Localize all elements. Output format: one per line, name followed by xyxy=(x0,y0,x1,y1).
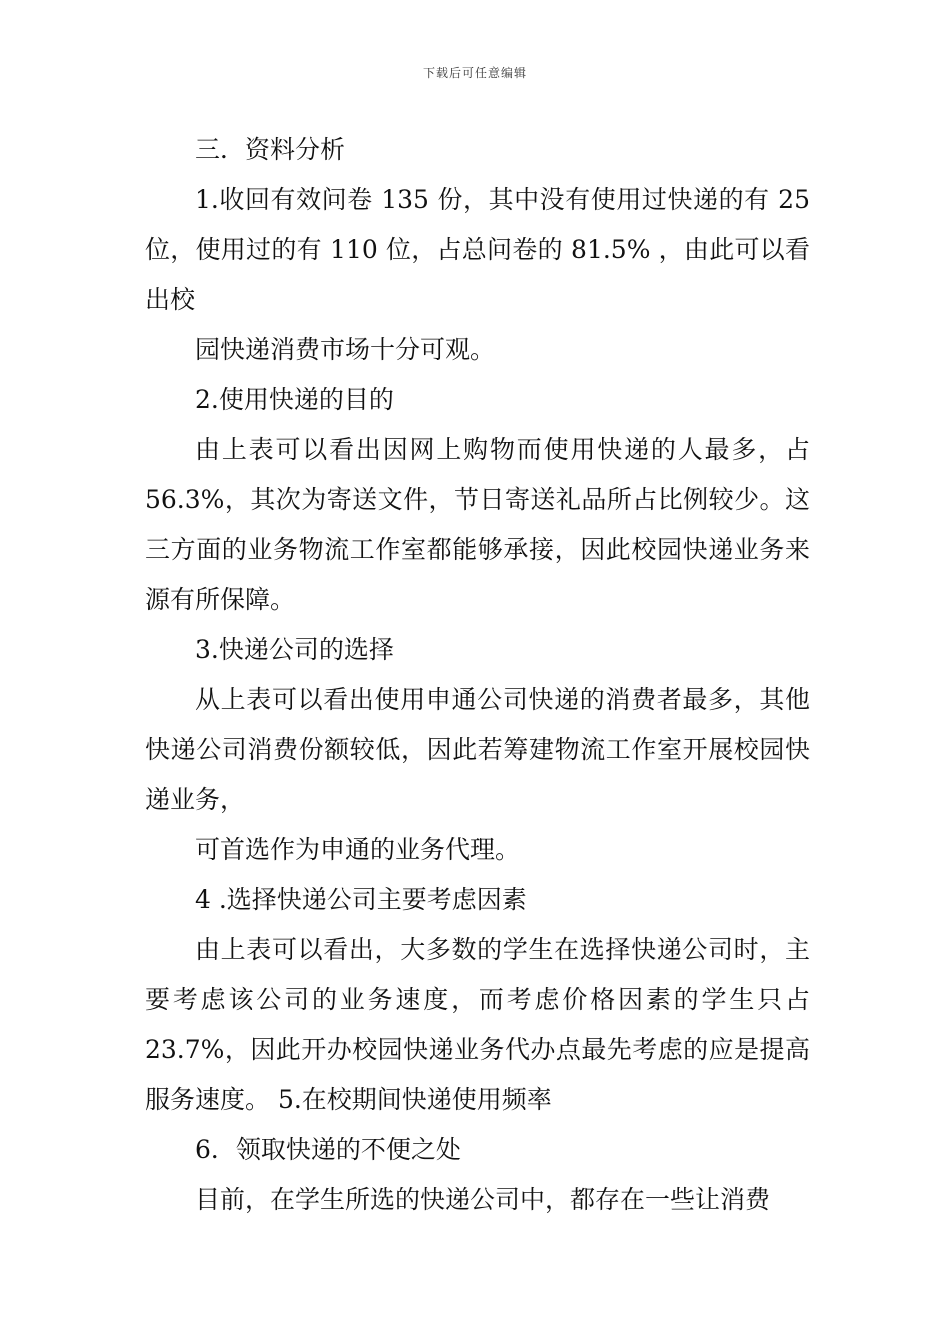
subheading-purpose: 2.使用快递的目的 xyxy=(195,385,394,414)
paragraph-survey-count-cont: 园快递消费市场十分可观。 xyxy=(195,335,496,364)
paragraph-purpose: 由上表可以看出因网上购物而使用快递的人最多，占 56.3%，其次为寄送文件，节日寄送礼品所占比例较少。这三方面的业务物流工作室都能够承接，因此校园快递业务来源有所保障。 xyxy=(145,435,810,614)
subheading-company-choice: 3.快递公司的选择 xyxy=(195,635,394,664)
section-heading-analysis: 三．资料分析 xyxy=(195,135,346,164)
paragraph-company-choice: 从上表可以看出使用申通公司快递的消费者最多，其他快递公司消费份额较低，因此若筹建物流工作室开展校园快递业务， xyxy=(145,685,810,814)
subheading-inconvenience: 6．领取快递的不便之处 xyxy=(195,1135,461,1164)
subheading-factors: 4 .选择快递公司主要考虑因素 xyxy=(195,885,527,914)
paragraph-company-choice-cont: 可首选作为申通的业务代理。 xyxy=(195,835,521,864)
page-header: 下载后可任意编辑 xyxy=(422,66,527,80)
paragraph-factors: 由上表可以看出，大多数的学生在选择快递公司时，主要考虑该公司的业务速度，而考虑价格因素的学生只占 23.7%，因此开办校园快递业务代办点最先考虑的应是提高服务速度。 5.在校期间快递使用频率 xyxy=(145,935,810,1114)
paragraph-inconvenience: 目前，在学生所选的快递公司中，都存在一些让消费 xyxy=(195,1185,771,1214)
document-body xyxy=(145,125,810,1225)
paragraph-survey-count: 1.收回有效问卷 135 份，其中没有使用过快递的有 25 位，使用过的有 110 位，占总问卷的 81.5% ，由此可以看出校 xyxy=(145,185,810,314)
